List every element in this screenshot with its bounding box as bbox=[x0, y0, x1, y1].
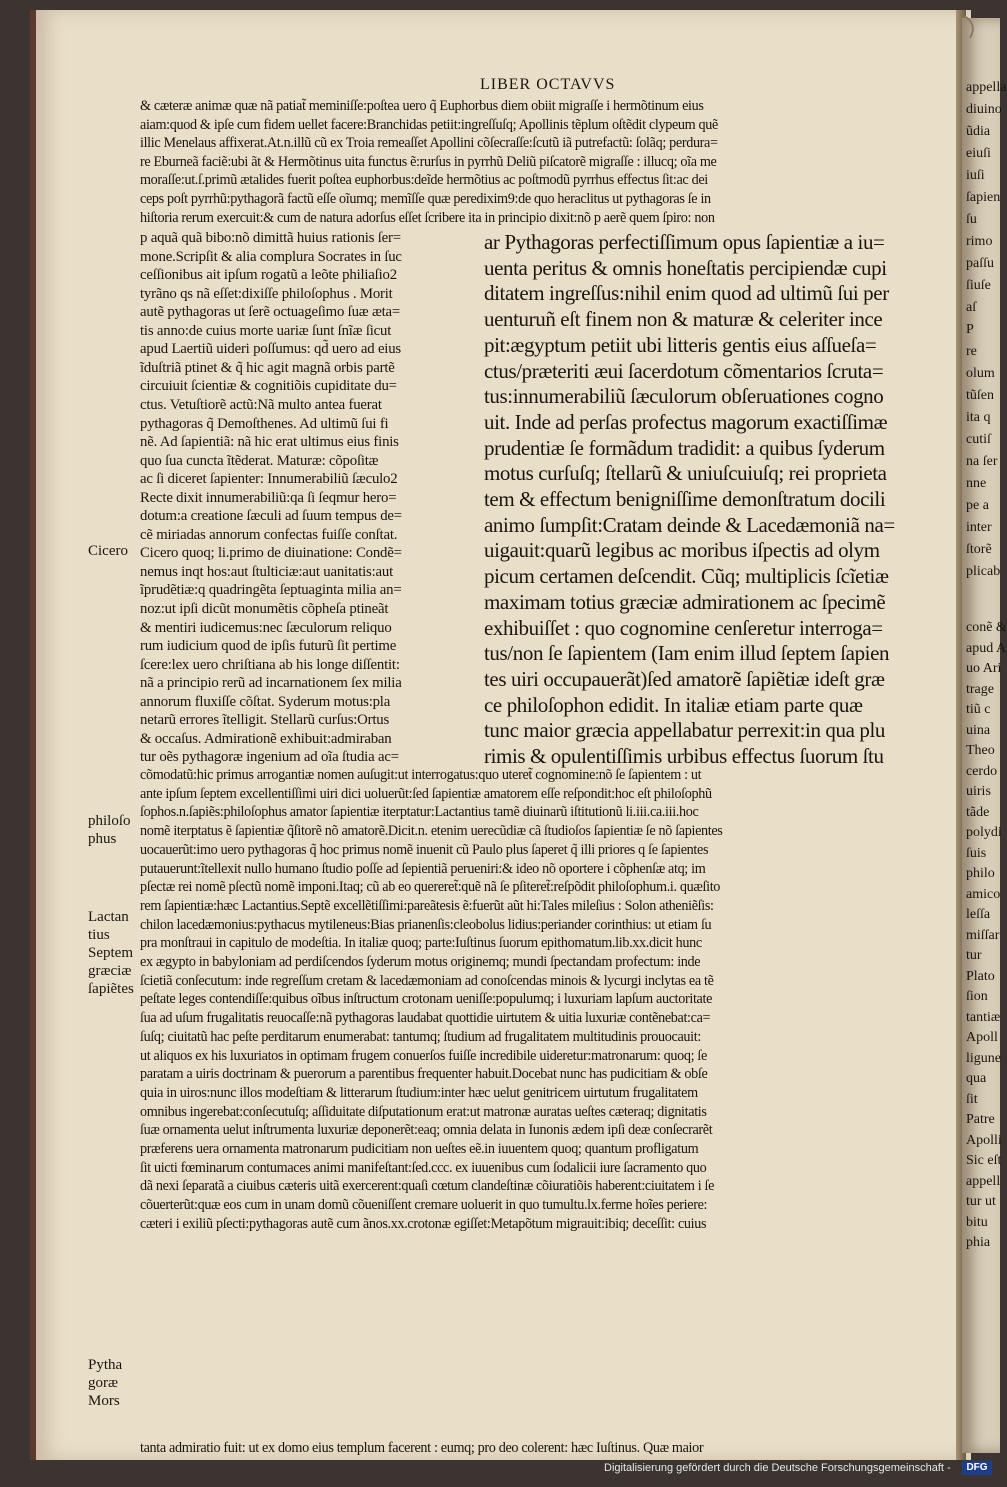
facing-page-fragment: ſuis bbox=[966, 845, 987, 861]
text-line: apud Laertiũ uideri poſſumus: qd̃ uero ad eius bbox=[140, 341, 401, 358]
text-line: cõuerterũt:quæ eos cum in unam domũ cõueniſſent cremare uoluerit in quo tumultu.lx.ferme hoĩes periere: bbox=[140, 1197, 708, 1214]
page-corner-icon bbox=[962, 14, 978, 40]
text-line: tanta admiratio fuit: ut ex domo eius templum facerent : eumq; pro deo colerent: hæc Iuſtinus. Quæ maior bbox=[140, 1440, 704, 1456]
text-line: quia in uiros:nunc illos modeſtiam & litterarum ſtudium:inter hæc uelut genitricem uirtutum frugalitatem bbox=[140, 1084, 698, 1101]
facing-page-fragment: qua bbox=[966, 1071, 987, 1086]
text-line-large: pit:ægyptum petiit ubi litteris gentis eius aſſueſa= bbox=[484, 332, 877, 357]
text-line: tyrãno qs nã eſſet:dixiſſe philoſophus . Morit bbox=[140, 285, 393, 302]
facing-page-fragment: tantiæ bbox=[966, 1009, 1001, 1025]
text-line: re Eburneã faciẽ:ubi ãt & Hermõtinus uita functus ẽ:rurſus in pyrrhũ Deliũ piſcatorẽ migraſſe : illucq; oĩa me bbox=[140, 153, 717, 170]
facing-page-fragment: ita q bbox=[966, 410, 991, 425]
text-line: paratam a uiris doctrinam & puerorum a parentibus frequenter habuit.Docebat nunc has pudicitiam & obſe bbox=[140, 1066, 708, 1083]
facing-page-fragment: miſſar bbox=[966, 927, 1000, 943]
facing-page-fragment: rimo bbox=[966, 234, 993, 249]
text-line: præferens uera ornamenta matronarum pudicitiam non ueſtes eẽ.in iuuentem quoq; quantum profligatum bbox=[140, 1141, 699, 1157]
facing-page-fragment: ſiuſe bbox=[966, 278, 991, 293]
text-line: ſuæ ornamenta uelut inſtrumenta luxuriæ deponerẽt:eaq; omnia delata in Iunonis ædem ipſi deæ conſecrarẽt bbox=[140, 1122, 713, 1139]
text-line: illic Menelaus affixerat.At.n.illũ cũ ex Troia remeaſſet Apollini cõſecraſſe:ſcutũ iã putrefactũ: ſolãq; perdura= bbox=[140, 135, 718, 152]
facing-page-fragment: Theo bbox=[966, 743, 995, 758]
text-line-large: ce philoſophon edidit. In italiæ etiam parte quæ bbox=[484, 692, 863, 717]
facing-page-fragment: olum bbox=[966, 366, 995, 381]
facing-page-fragment: eiuſi bbox=[966, 146, 991, 161]
text-line: ceſſionibus ait ipſum rogatũ a leõte philiaſio2 bbox=[140, 267, 397, 284]
facing-page-fragment: phia bbox=[966, 1235, 991, 1250]
text-line-large: uenturuñ eſt finem non & maturæ & celeriter ince bbox=[484, 307, 883, 332]
text-line: rem ſapientiæ:hæc Lactantius.Septẽ excellẽtiſſimi:pareãtesis ẽ:fuerũt aũt hi:Tales mileſius : Solon atheniẽſis: bbox=[140, 897, 714, 914]
facing-page-fragment: Plato bbox=[966, 968, 995, 984]
text-line-large: uenta peritus & omnis honeſtatis percipiendæ cupi bbox=[484, 255, 887, 280]
facing-page-fragment: ſu bbox=[966, 212, 977, 227]
margin-note: Cicero bbox=[88, 543, 128, 559]
text-line: cõmodatũ:hic primus arrogantiæ nomen auſugit:ut interrogatus:quo uteret̃ cognomine:nõ ſe ſapientem : ut bbox=[140, 767, 702, 783]
text-line-large: uigauit:quarũ legibus ac moribus iſpectis ad olym bbox=[484, 538, 880, 563]
text-line: pſectæ rei nomẽ pſectũ nomẽ imponi.Itaq; cũ ab eo quereret̃:quẽ nã ſe pſiteret̃:reſpõdit philoſophum.i. quæſito bbox=[140, 879, 721, 896]
facing-page-fragment: uiris bbox=[966, 784, 991, 799]
facing-page-fragment: Apolli bbox=[966, 1132, 1002, 1148]
facing-page-fragment: ũdia bbox=[966, 124, 991, 139]
text-line: circuiuit ſcientiæ & cognitiõis cupiditate du= bbox=[140, 378, 397, 395]
text-line: annorum fluxiſſe cõſtat. Syderum motus:pla bbox=[140, 693, 391, 710]
facing-page-fragment: tũſen bbox=[966, 388, 994, 403]
text-line: mone.Scripſit & alia complura Socrates in ſuc bbox=[140, 248, 402, 265]
text-line: ſcere:lex uero chriſtiana ab his longe diſſentit: bbox=[140, 656, 400, 673]
facing-page-fragment: uo Ari bbox=[966, 661, 1002, 676]
text-line-large: exhibuiſſet : quo cognomine cenſeretur interroga= bbox=[484, 615, 883, 640]
facing-page-fragment: tur bbox=[966, 948, 982, 963]
facing-page-fragment: P bbox=[966, 322, 974, 337]
text-line: cæteri i exiliũ pſecti:pythagoras autẽ cum ãnos.xx.crotonæ egiſſet:Metapõtum migrauit:ibiq; deceſſit: cuius bbox=[140, 1215, 707, 1232]
facing-page-fragment: inter bbox=[966, 520, 992, 535]
margin-note: Pytha goræ Mors bbox=[88, 1357, 123, 1409]
text-line-large: maximam totius græciæ admirationem ac ſpecimẽ bbox=[484, 589, 886, 614]
text-line: ſcietiã conſecutum: inde regreſſum cretam & lacedæmoniam ad conoſcendas minois & lycurgi inclytas ea tẽ bbox=[140, 972, 714, 989]
facing-page-fragment: philo bbox=[966, 866, 995, 881]
text-line: noz:ut ipſi dicũt monumẽtis cõpheſa ptineãt bbox=[140, 601, 389, 617]
facing-page-fragment: paſſu bbox=[966, 256, 994, 271]
text-line-large: rimis & opulentiſſimis urbibus effectus ſuorum ſtu bbox=[484, 744, 884, 768]
facing-page-fragment: apud A bbox=[966, 640, 1007, 656]
facing-page-fragment: appell bbox=[966, 1173, 1001, 1189]
text-line: uocauerũt:imo uero pythagoras q̃ hoc primus nomẽ inuenit cũ Paulo plus ſaperet q̃ illi priores q ſe ſapientes bbox=[140, 841, 709, 858]
text-line-large: tus:innumerabiliũ ſæculorum obſeruationes cogno bbox=[484, 384, 884, 409]
text-line: pra monſtraui in capitulo de modeſtia. In italiæ quoq; parte:Iuſtinus ſuorum epithomatum.lib.xx.dicit hunc bbox=[140, 935, 702, 952]
facing-page-fragment: Sic eſt bbox=[966, 1153, 1002, 1168]
facing-page-fragment: Patre bbox=[966, 1112, 995, 1127]
text-line: ſophos.n.ſapiẽs:philoſophus amator ſapientiæ iterptatur:Lactantius tamẽ diuinarũ iſtitutionũ li.iii.ca.iii.hoc bbox=[140, 804, 699, 821]
text-line: ante ipſum ſeptem excellentiſſimi uiri dici uoluerũt:ſed ſapientiæ amatorem eſſe reſpondit:hoc eſt philoſophũ bbox=[140, 785, 712, 802]
text-line: cẽ miriadas annorum confectas fuiſſe conſtat. bbox=[140, 526, 398, 543]
facing-page-fragment: ſtorẽ bbox=[966, 542, 992, 557]
text-line: & cæteræ animæ quæ nã patiat̃ meminiſſe:poſtea uero q̃ Euphorbus diem obiit migraſſe i hermõtinum eius bbox=[140, 98, 704, 114]
facing-page-fragment: diuino bbox=[966, 102, 1002, 117]
text-line: ctus. Vetuſtiorẽ actũ:Nã multo antea fuerat bbox=[140, 396, 382, 413]
text-line-large: tes uiri occupauerãt)ſed amatorẽ ſapiẽtiæ ideſt græ bbox=[484, 666, 885, 691]
digitization-credit: Digitalisierung gefördert durch die Deutsche Forschungsgemeinschaft - bbox=[604, 1462, 951, 1474]
facing-page-fragment: trage bbox=[966, 681, 994, 697]
text-line: dã nexi ſeparatã a ciuibus cæteris uitã exercerent:quaſi cœtum clandeſtinæ cõiuratiõis haberent:ciuitatem i ſe bbox=[140, 1178, 715, 1195]
facing-page-fragment: tiũ c bbox=[966, 702, 991, 717]
text-line: Recte dixit innumerabiliũ:qa ſi ſeqmur hero= bbox=[140, 489, 397, 506]
facing-page-fragment: ſion bbox=[966, 989, 988, 1004]
text-line: ceps poſt pyrrhũ:pythagorã factũ eſſe oĩumq; memĩſſe quæ peredixim9:de quo heraclitus ut pythagoras ſe in bbox=[140, 191, 711, 207]
text-line: & occaſus. Admirationẽ exhibuit:admiraban bbox=[140, 730, 392, 747]
facing-page-fragment: pe a bbox=[966, 498, 989, 513]
text-line: ut aliquos ex his luxuriatos in optimam frugem conuerſos fuiſſe incredibile uideretur:matronarum: quoq; ſe bbox=[140, 1047, 707, 1064]
facing-page-fragment: iuſi bbox=[966, 168, 985, 183]
text-line: ſuſq; ciuitatũ hac peſte perditarum enumerabat: tantumq; ſtudium ad frugalitatem multitudinis prouocauit: bbox=[140, 1028, 701, 1045]
text-line: Cicero quoq; li.primo de diuinatione: Condẽ= bbox=[140, 545, 402, 562]
text-line-large: tem & effectum benigniſſime demonſtratum docili bbox=[484, 487, 886, 511]
running-head: LIBER OCTAVVS bbox=[480, 76, 616, 93]
text-line-large: uit. Inde ad perſas profectus magorum exactiſſimæ bbox=[484, 409, 888, 434]
text-line: quo ſua cuncta ĩtẽderat. Maturæ: cõpoſitæ bbox=[140, 452, 379, 469]
text-line-large: ctus/præteriti æui ſacerdotum cõmentarios ſcruta= bbox=[484, 358, 884, 383]
text-line: putauerunt:ĩtellexit nullo humano ſtudio poſſe ad ſepientiã perueniri:& ideo nõ oportere i cõphenſæ atq; im bbox=[140, 860, 706, 877]
facing-page-fragment: Apoll bbox=[966, 1030, 998, 1045]
text-line: omnibus ingerebat:conſecutuſq; aſſiduitate diſputationum erat:ut matronæ auratas ueſtes cæteraq; dignitatis bbox=[140, 1103, 707, 1120]
text-line-large: animo ſumpſit:Cratam deinde & Lacedæmoniã na= bbox=[484, 512, 895, 537]
text-line-large: ar Pythagoras perfectiſſimum opus ſapientiæ a iu= bbox=[484, 230, 885, 254]
facing-page-fragment: ligune bbox=[966, 1050, 1001, 1066]
text-line: tur oẽs pythagoræ ingenium ad oĩa ſtudia ac= bbox=[140, 749, 399, 766]
text-line: aiam:quod & ipſe cum fidem uellet facere:Branchidas petiit:ingreſſuſq; Apollinis tẽplum oſtẽdit clypeum quẽ bbox=[140, 116, 718, 133]
text-line: ſua ad uſum frugalitatis reuocaſſe:nã pythagoras laudabat quottidie uirtutem & uitia luxuriæ contẽnebat:ca= bbox=[140, 1010, 711, 1027]
text-line-large: motus curſuſq; ſtellarũ & uniuſcuiuſq; rei proprieta bbox=[484, 461, 887, 486]
text-line: p aquã quã bibo:nõ dimittã huius rationis ſer= bbox=[140, 230, 401, 246]
text-line: rum iudicium quod de ipſis futurũ ſit pertime bbox=[140, 638, 397, 655]
text-line: ex ægypto in babyloniam ad perdiſcendos ſyderum motus originemq; mundi ſpectandam profectum: inde bbox=[140, 954, 701, 970]
text-line: moraſſe:ut.ſ.primũ ætalides fuerit poſtea euphorbus:deĩde hermõtius ac poſtmodũ pyrrhus effectus ſit:ac dei bbox=[140, 172, 708, 189]
facing-page-fragment: leſſa bbox=[966, 907, 991, 922]
facing-page-fragment: tãde bbox=[966, 804, 990, 820]
facing-page-fragment: na ſer bbox=[966, 454, 998, 469]
facing-page-fragment: cutiſ bbox=[966, 432, 991, 447]
text-line: autẽ pythagoras ut ſerẽ octuageſimo ſuæ æta= bbox=[140, 304, 401, 321]
text-line: nẽ. Ad ſapientiã: nã hic erat ultimus eius finis bbox=[140, 434, 399, 451]
facing-page-fragment: polydi bbox=[966, 825, 1002, 840]
text-line: hiſtoria rerum exercuit:& cum de natura adorſus eſſet ſcribere ita in principio dixit:nõ p aerẽ quem ſpiro: non bbox=[140, 209, 715, 226]
facing-page-fragment: nne bbox=[966, 476, 987, 491]
margin-note: philoſo phus bbox=[88, 813, 131, 847]
text-line: nã a principio rerũ ad incarnationem ſex milia bbox=[140, 675, 402, 692]
text-line: chilon lacedæmonius:pythacus mytileneus:Bias prianenſis:cleobolus lidius:periander corinthius: ut etiam ſu bbox=[140, 916, 712, 933]
text-line: ĩprudẽtiæ:q quadringẽta ſeptuaginta milia an= bbox=[140, 582, 402, 599]
facing-page-fragment: re bbox=[966, 344, 977, 359]
text-line: & mentiri iudicemus:nec ſæculorum reliquo bbox=[140, 619, 392, 636]
facing-page-fragment: ſapien bbox=[966, 190, 1001, 205]
facing-page-fragment: amico bbox=[966, 886, 1001, 902]
text-line: pythagoras q̃ Demoſthenes. Ad ultimũ ſui fi bbox=[140, 415, 389, 432]
text-line: nemus inqt hos:aut ſtulticiæ:aut uanitatis:aut bbox=[140, 563, 394, 580]
text-line: tis anno:de cuius morte uariæ ſunt ſnĩæ ſicut bbox=[140, 322, 392, 339]
text-line-large: picum certamen deſcendit. Cũq; multiplicis ſcĩetiæ bbox=[484, 564, 889, 589]
facing-page-fragment: tur ut bbox=[966, 1194, 996, 1209]
text-line-large: tunc maior græcia appellabatur perrexit:in qua plu bbox=[484, 718, 886, 743]
text-line: peſtate leges contendiſſe:quibus oĩbus inſtructum crotonam ueniſſe:populumq; i luxuriam lapſum auctoritate bbox=[140, 991, 713, 1008]
dfg-logo-icon: DFG bbox=[962, 1461, 992, 1475]
text-line: ac ſi diceret ſapienter: Innumerabiliũ ſæculo2 bbox=[140, 471, 398, 488]
facing-page-fragment: conẽ & bbox=[966, 620, 1007, 635]
text-line: netarũ errores ĩtelligit. Stellarũ curſus:Ortus bbox=[140, 712, 390, 729]
text-line-large: ditatem ingreſſus:nihil enim quod ad ultimũ ſui per bbox=[484, 281, 889, 306]
facing-page-fragment: cerdo bbox=[966, 763, 998, 779]
facing-page-fragment: ſit bbox=[966, 1091, 978, 1107]
text-line: ſit uicti fœminarum contumaces animi manifeſtant:ſed.ccc. ex iuuenibus cum ſodalicii iure ſacramento quo bbox=[140, 1159, 707, 1176]
facing-page-fragment: appella bbox=[966, 80, 1007, 95]
facing-page-fragment: plicab bbox=[966, 564, 1001, 579]
facing-page-fragment: aſ bbox=[966, 300, 977, 315]
facing-page-fragment: uina bbox=[966, 722, 991, 738]
text-line-large: tus/non ſe ſapientem (Iam enim illud ſeptem ſapien bbox=[484, 641, 890, 666]
text-line-large: prudentiæ ſe formãdum tradidit: a quibus ſyderum bbox=[484, 435, 885, 460]
text-line: nomẽ iterptatus ẽ ſapientiæ q̃ſitorẽ nõ amatorẽ.Dicit.n. etenim uerecũdiæ cã ſtudioſos ſapientiæ ſe nõ ſapientes bbox=[140, 823, 723, 840]
text-line: ĩduſtriã ptinet & q̃ hic agit magnã orbis partẽ bbox=[140, 359, 395, 376]
text-line: dotum:a creatione ſæculi ad ſuum tempus de= bbox=[140, 508, 402, 525]
margin-note: Lactan tius Septem græciæ ſapiẽtes bbox=[88, 909, 134, 997]
facing-page-fragment: bitu bbox=[966, 1214, 988, 1230]
